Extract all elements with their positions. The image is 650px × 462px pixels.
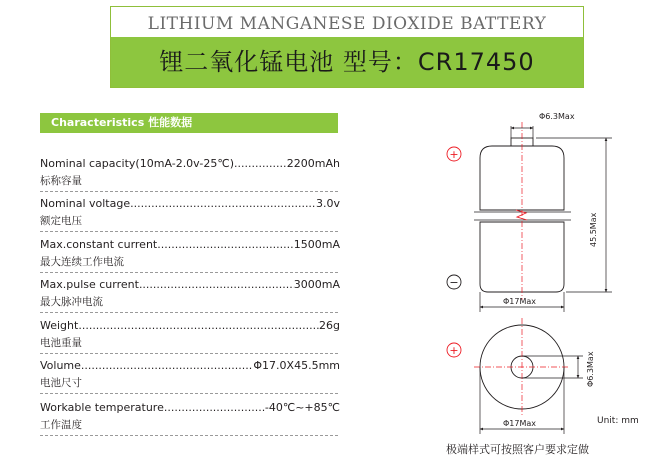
title-chinese: 锂二氧化锰电池 型号：CR17450	[111, 37, 583, 87]
top-dimension-label: Φ6.3Max	[539, 112, 575, 121]
spec-value: -40℃~+85℃	[264, 401, 340, 414]
title-english: LITHIUM MANGANESE DIOXIDE BATTERY	[147, 14, 547, 34]
characteristics-heading: Characteristics 性能数据	[40, 113, 338, 133]
diameter-dimension-label: Φ17Max	[503, 297, 537, 306]
spec-value: 2200mAh	[286, 157, 340, 170]
spec-name-cn: 最大连续工作电流	[40, 256, 124, 268]
spec-name: Nominal voltage	[40, 197, 131, 210]
spec-name: Max.constant current	[40, 238, 158, 251]
spec-name-cn: 标称容量	[40, 175, 82, 187]
end-diameter-dimension-label: Φ17Max	[503, 419, 537, 428]
spec-name: Volume	[40, 359, 81, 372]
spec-name-cn: 电池尺寸	[40, 377, 82, 389]
customization-note: 极端样式可按照客户要求定做	[446, 443, 589, 456]
svg-text:+: +	[449, 148, 459, 161]
height-dimension	[536, 138, 612, 292]
spec-name-cn: 工作温度	[40, 419, 82, 431]
battery-side-view	[474, 138, 571, 292]
battery-end-view	[474, 318, 570, 416]
plus-symbol-end	[447, 343, 461, 357]
spec-name-cn: 最大脉冲电流	[40, 296, 103, 308]
spec-name-cn: 电池重量	[40, 337, 82, 349]
svg-text:−: −	[449, 276, 459, 289]
spec-name: Nominal capacity(10mA-2.0v-25℃)	[40, 157, 235, 170]
height-dimension-label: 45.5Max	[589, 212, 598, 247]
spec-value: 1500mA	[293, 238, 340, 251]
plus-symbol-side	[447, 147, 461, 161]
spec-name: Max.pulse current	[40, 278, 139, 291]
minus-symbol	[447, 275, 461, 289]
spec-name: Weight	[40, 319, 79, 332]
spec-value: 3.0v	[315, 197, 340, 210]
break-mark	[516, 210, 527, 220]
spec-name: Workable temperature	[40, 401, 164, 414]
spec-value: 3000mA	[293, 278, 340, 291]
spec-value: Φ17.0X45.5mm	[253, 359, 340, 372]
end-terminal-dimension-label: Φ6.3Max	[586, 351, 595, 387]
svg-text:+: +	[449, 344, 459, 357]
spec-value: 26g	[319, 319, 340, 332]
unit-label: Unit: mm	[597, 416, 639, 426]
spec-name-cn: 额定电压	[40, 215, 82, 227]
